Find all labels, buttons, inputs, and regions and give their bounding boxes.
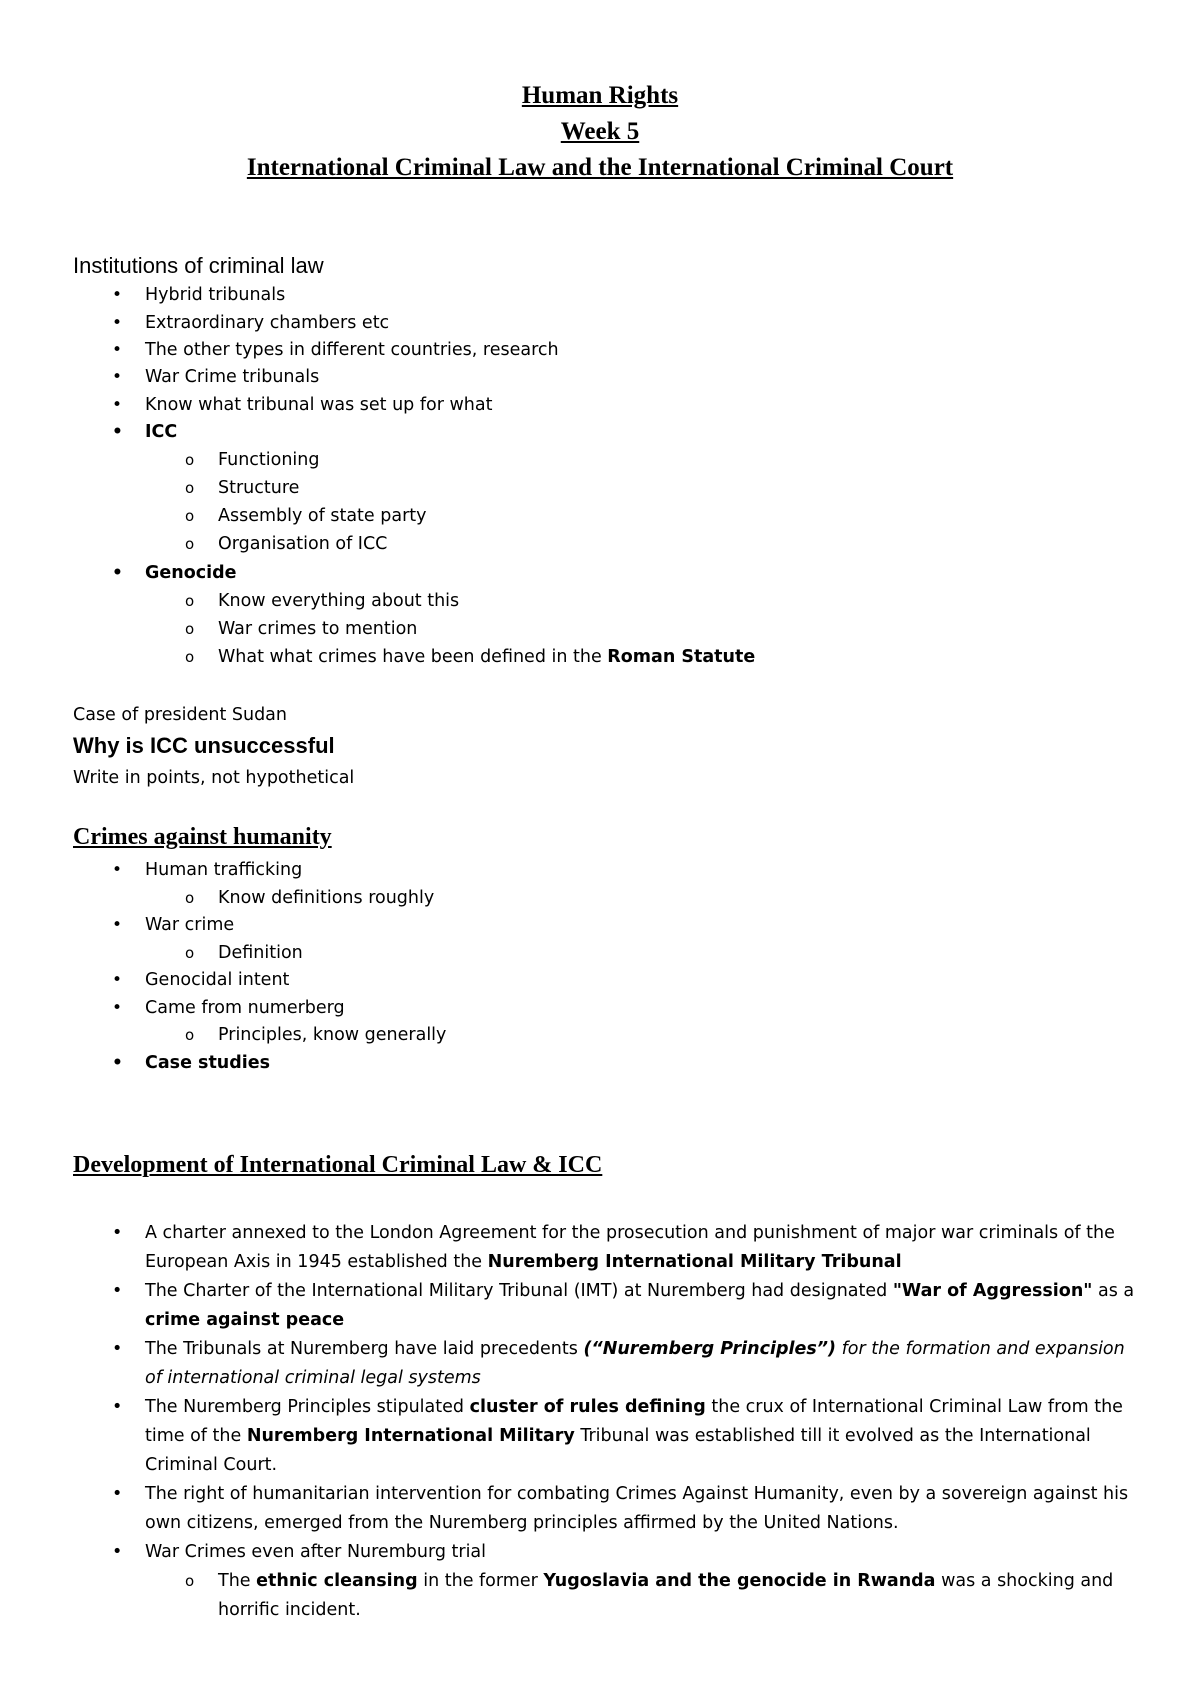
sub-list-item: o War crimes to mention <box>218 619 417 639</box>
development-paragraph: • War Crimes even after Nuremburg trial <box>145 1538 1135 1567</box>
roman-statute-text: Roman Statute <box>607 647 756 667</box>
list-item: • The other types in different countries, research <box>145 340 559 360</box>
institutions-heading: Institutions of criminal law <box>73 253 324 278</box>
text-bold: Nuremberg International Military Tribunal <box>487 1252 902 1272</box>
text: as a <box>1092 1281 1135 1301</box>
list-item: • War crime <box>145 915 234 935</box>
list-item: • Genocidal intent <box>145 970 289 990</box>
text-bold: ethnic cleansing <box>256 1571 418 1591</box>
text: in the former <box>417 1571 544 1591</box>
icc-unsuccessful-heading: Why is ICC unsuccessful <box>73 733 335 758</box>
development-paragraph <box>145 1219 1135 1277</box>
development-paragraph: • The right of humanitarian intervention for combating Crimes Against Humanity, even by a sovereign against his own citizens, emerged from the Nuremberg principles affirmed by the United Nations. <box>145 1480 1135 1538</box>
sub-list-item <box>218 647 755 667</box>
text: A charter annexed to the London Agreement for the prosecution and punishment of major war criminals of the European Axis in 1945 established the <box>145 1223 1115 1272</box>
text: was a shocking and horrific incident. <box>218 1571 1114 1620</box>
doc-subtitle: International Criminal Law and the International Criminal Court <box>246 154 954 181</box>
sudan-case-text: Case of president Sudan <box>73 705 287 725</box>
text: The Tribunals at Nuremberg have laid precedents <box>145 1339 584 1359</box>
text: The Charter of the International Military Tribunal (IMT) at Nuremberg had designated <box>145 1281 893 1301</box>
sub-list-item: o Structure <box>218 478 299 498</box>
doc-week: Week 5 <box>560 118 640 145</box>
sub-list-item: o Functioning <box>218 450 320 470</box>
list-item-icc: • ICC <box>145 422 177 442</box>
text-bold: cluster of rules defining <box>469 1397 706 1417</box>
sub-list-item: o Principles, know generally <box>218 1025 446 1045</box>
list-item-case-studies: • Case studies <box>145 1053 270 1073</box>
list-item: • Came from numerberg <box>145 998 345 1018</box>
sudan-note-text: Write in points, not hypothetical <box>73 768 355 788</box>
sub-list-item: o Definition <box>218 943 303 963</box>
text: the crux of International Criminal Law from the time of the <box>145 1397 1123 1446</box>
list-item: • Hybrid tribunals <box>145 285 285 305</box>
list-item-genocide: • Genocide <box>145 563 236 583</box>
development-heading: Development of International Criminal Law & ICC <box>73 1152 603 1178</box>
list-item: • War Crime tribunals <box>145 367 319 387</box>
list-item: • Know what tribunal was set up for what <box>145 395 492 415</box>
crimes-heading: Crimes against humanity <box>73 824 332 850</box>
development-paragraph <box>145 1335 1135 1393</box>
text: Tribunal was established till it evolved as the International Criminal Court. <box>145 1426 1091 1475</box>
text-bold: Nuremberg International Military <box>246 1426 575 1446</box>
text-italic: for the formation and expansion of international criminal legal systems <box>145 1339 1125 1388</box>
text-bold: Yugoslavia and the genocide in Rwanda <box>543 1571 936 1591</box>
development-paragraph <box>145 1277 1135 1335</box>
sub-list-item: o Assembly of state party <box>218 506 426 526</box>
sub-list-item: o Know everything about this <box>218 591 459 611</box>
text-bold: "War of Aggression" <box>892 1281 1093 1301</box>
development-sub-paragraph <box>218 1567 1118 1625</box>
list-item: • Extraordinary chambers etc <box>145 313 389 333</box>
text-bold: crime against peace <box>145 1310 345 1330</box>
doc-title-block <box>0 78 1200 186</box>
sub-list-item-text: What what crimes have been defined in the <box>218 647 608 667</box>
list-item: • Human trafficking <box>145 860 302 880</box>
text-bold-italic: (“Nuremberg Principles”) <box>583 1339 837 1359</box>
development-paragraph <box>145 1393 1135 1480</box>
text: The <box>218 1571 257 1591</box>
sub-list-item: o Organisation of ICC <box>218 534 387 554</box>
doc-title: Human Rights <box>521 82 679 109</box>
text: The Nuremberg Principles stipulated <box>145 1397 470 1417</box>
sub-list-item: o Know definitions roughly <box>218 888 434 908</box>
